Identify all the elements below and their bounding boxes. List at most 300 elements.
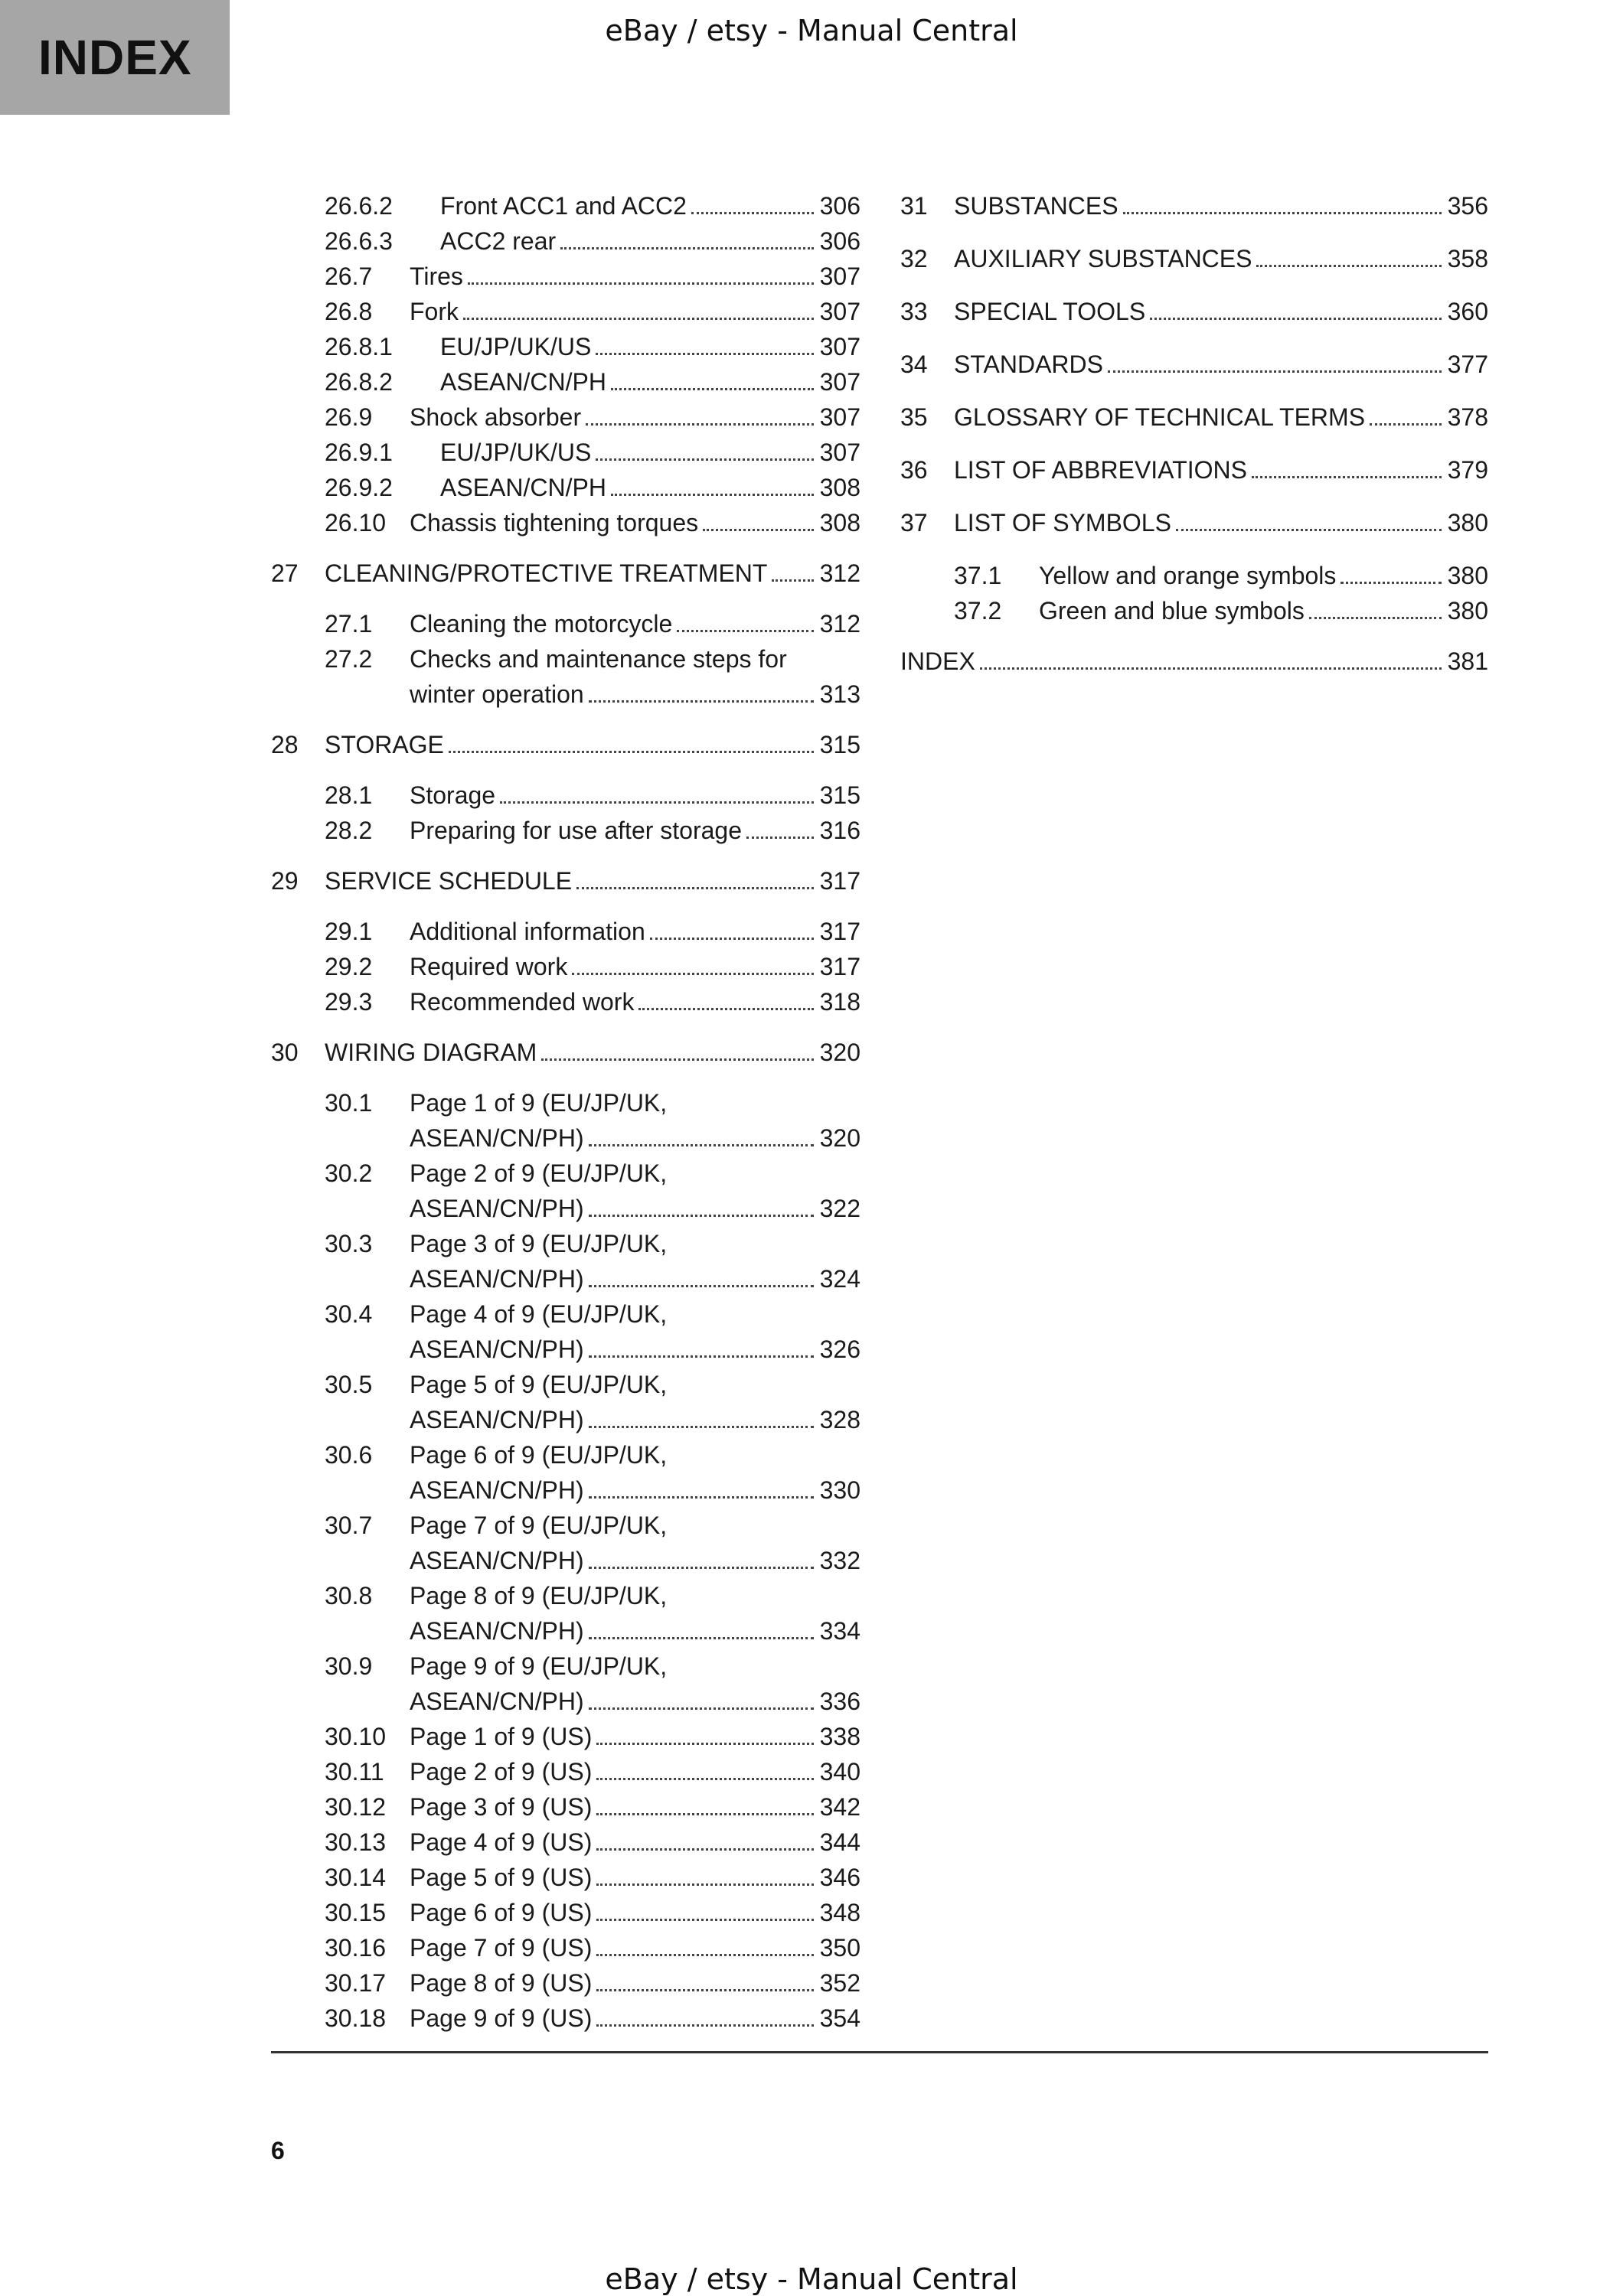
dot-leader: [1176, 529, 1442, 531]
toc-entry-body: [440, 188, 860, 223]
dot-leader: [611, 494, 814, 496]
toc-entry-row: [954, 188, 1488, 223]
toc-entry-number: 37.2: [954, 597, 1002, 625]
toc-entry-title: AUXILIARY SUBSTANCES: [954, 245, 1252, 272]
toc-entry-number: 30.2: [325, 1159, 373, 1187]
dot-leader: [746, 837, 814, 839]
toc-entry-body: [954, 400, 1488, 435]
toc-entry-number: 33: [900, 298, 928, 325]
toc-entry-number: 26.9.2: [325, 474, 393, 501]
toc-entry-page: 358: [1447, 245, 1488, 272]
toc-entry-row: [325, 727, 860, 762]
dot-leader: [589, 1144, 814, 1146]
toc-entry[interactable]: [271, 400, 860, 435]
toc-entry-row: [410, 259, 860, 294]
toc-entry-page: 380: [1447, 509, 1488, 536]
toc-entry-number: 31: [900, 192, 928, 220]
dot-leader: [1252, 476, 1442, 478]
toc-entry-title: Storage: [410, 781, 496, 809]
toc-right-column: [900, 188, 1488, 679]
toc-entry-body: [325, 1035, 860, 1070]
toc-entry-page: 312: [819, 610, 860, 638]
toc-entry-page: 306: [819, 192, 860, 220]
toc-entry-title: LIST OF SYMBOLS: [954, 509, 1171, 536]
toc-entry[interactable]: [900, 505, 1488, 540]
toc-entry-number: 30.9: [325, 1652, 373, 1680]
toc-entry-title: SUBSTANCES: [954, 192, 1118, 220]
toc-entry-number: 28.1: [325, 781, 373, 809]
toc-entry-title: Page 1 of 9 (US): [410, 1723, 593, 1750]
toc-entry-title: Page 4 of 9 (US): [410, 1828, 593, 1856]
footer-watermark: eBay / etsy - Manual Central: [605, 2262, 1018, 2296]
toc-entry-row: [410, 294, 860, 329]
toc-entry[interactable]: [271, 1226, 860, 1296]
toc-entry[interactable]: [271, 1719, 860, 1754]
toc-entry-body: [410, 259, 860, 294]
toc-entry-page: 342: [819, 1793, 860, 1821]
toc-entry-number: 30.8: [325, 1582, 373, 1609]
dot-leader: [572, 973, 813, 975]
toc-entry-page: 308: [819, 474, 860, 501]
toc-entry-body: [325, 556, 860, 591]
toc-entry-title: Page 8 of 9 (US): [410, 1969, 593, 1997]
toc-entry-body: [410, 778, 860, 813]
toc-entry[interactable]: [900, 593, 1488, 628]
toc-entry-row: [410, 1895, 860, 1930]
toc-entry-body: [410, 1367, 860, 1437]
toc-entry-row: [954, 452, 1488, 488]
dot-leader: [1341, 582, 1441, 584]
toc-entry-title: Recommended work: [410, 988, 635, 1016]
toc-entry-number: 29.3: [325, 988, 373, 1016]
dot-leader: [596, 1848, 813, 1851]
toc-entry-title: Chassis tightening torques: [410, 509, 699, 536]
toc-entry-body: [410, 1578, 860, 1649]
dot-leader: [980, 667, 1442, 670]
toc-entry-body: [410, 1965, 860, 2001]
toc-entry-title: ASEAN/CN/PH): [410, 1617, 584, 1645]
toc-entry-number: 30.11: [325, 1758, 384, 1786]
toc-entry-page: 380: [1447, 597, 1488, 625]
toc-entry-title: Shock absorber: [410, 403, 582, 431]
toc-entry[interactable]: [900, 400, 1488, 435]
toc-entry[interactable]: [271, 1296, 860, 1367]
toc-entry[interactable]: [271, 188, 860, 223]
dot-leader: [596, 1813, 813, 1815]
toc-entry-row: [410, 949, 860, 984]
toc-entry-title-line1: Page 7 of 9 (EU/JP/UK,: [410, 1512, 668, 1539]
dot-leader: [596, 1919, 813, 1921]
toc-entry-title: ASEAN/CN/PH): [410, 1195, 584, 1222]
toc-entry-number: 30: [271, 1039, 299, 1066]
toc-entry-row: [410, 1402, 860, 1437]
toc-entry-number: 30.18: [325, 2004, 387, 2032]
toc-entry-number: 26.6.2: [325, 192, 393, 220]
toc-entry-title: ASEAN/CN/PH: [440, 368, 606, 396]
toc-entry-row: [410, 505, 860, 540]
toc-entry-number: 27: [271, 559, 299, 587]
toc-entry-row: [440, 364, 860, 400]
toc-entry-number: 28.2: [325, 817, 373, 844]
dot-leader: [596, 1743, 813, 1745]
toc-entry[interactable]: [271, 863, 860, 899]
toc-entry[interactable]: [900, 294, 1488, 329]
toc-entry[interactable]: [271, 949, 860, 984]
toc-entry-number: 26.6.3: [325, 227, 393, 255]
dot-leader: [589, 1496, 814, 1499]
toc-entry[interactable]: [271, 2001, 860, 2036]
toc-entry-row: [410, 813, 860, 848]
dot-leader: [691, 212, 814, 214]
toc-entry-number: 26.7: [325, 263, 373, 290]
toc-entry-number: 30.1: [325, 1089, 373, 1117]
toc-entry-row: [900, 644, 1488, 679]
toc-entry-body: [954, 241, 1488, 276]
toc-entry-row: [410, 1543, 860, 1578]
toc-entry-page: 312: [819, 559, 860, 587]
toc-entry-title: Page 6 of 9 (US): [410, 1899, 593, 1926]
toc-entry[interactable]: [900, 347, 1488, 382]
toc-entry-page: 336: [819, 1688, 860, 1715]
toc-entry[interactable]: [271, 1578, 860, 1649]
dot-leader: [596, 1883, 813, 1886]
toc-entry-body: [954, 347, 1488, 382]
toc-entry[interactable]: [271, 1895, 860, 1930]
toc-entry[interactable]: [271, 1930, 860, 1965]
toc-entry-title-line1: Page 9 of 9 (EU/JP/UK,: [410, 1652, 668, 1680]
toc-entry[interactable]: [900, 241, 1488, 276]
toc-left-column: [271, 188, 860, 2036]
toc-entry-number: 29: [271, 867, 299, 895]
dot-leader: [650, 938, 814, 940]
toc-entry-title: ASEAN/CN/PH): [410, 1476, 584, 1504]
toc-entry-title: STORAGE: [325, 731, 444, 758]
toc-entry-row: [410, 914, 860, 949]
toc-entry-title: ASEAN/CN/PH): [410, 1547, 584, 1574]
toc-entry-title: GLOSSARY OF TECHNICAL TERMS: [954, 403, 1366, 431]
toc-entry-body: [410, 1649, 860, 1719]
toc-entry-number: 30.13: [325, 1828, 387, 1856]
toc-entry-title: Tires: [410, 263, 463, 290]
toc-entry[interactable]: [271, 1860, 860, 1895]
toc-entry-number: 37: [900, 509, 928, 536]
toc-entry-page: 307: [819, 368, 860, 396]
toc-entry-page: 344: [819, 1828, 860, 1856]
toc-entry-page: 377: [1447, 351, 1488, 378]
toc-entry[interactable]: [271, 1825, 860, 1860]
toc-entry[interactable]: [271, 556, 860, 591]
toc-entry[interactable]: [271, 435, 860, 470]
toc-entry-body: [410, 1226, 860, 1296]
toc-entry-body: [410, 984, 860, 1019]
toc-entry-title-line1: Checks and maintenance steps for: [410, 645, 787, 673]
toc-entry-title: Page 9 of 9 (US): [410, 2004, 593, 2032]
toc-entry-page: 307: [819, 298, 860, 325]
toc-entry[interactable]: [271, 1085, 860, 1156]
dot-leader: [1108, 370, 1442, 373]
dot-leader: [596, 1954, 813, 1956]
dot-leader: [1370, 423, 1442, 426]
toc-entry-number: 27.2: [325, 645, 373, 673]
toc-entry-title: Page 7 of 9 (US): [410, 1934, 593, 1962]
toc-entry-title-line1: Page 6 of 9 (EU/JP/UK,: [410, 1441, 668, 1469]
toc-entry-row: [410, 400, 860, 435]
dot-leader: [463, 318, 814, 320]
toc-entry[interactable]: [271, 914, 860, 949]
toc-entry-number: 30.15: [325, 1899, 387, 1926]
toc-entry-body: [410, 1789, 860, 1825]
toc-entry[interactable]: [271, 727, 860, 762]
toc-entry-page: 346: [819, 1864, 860, 1891]
toc-entry-title: ASEAN/CN/PH): [410, 1124, 584, 1152]
toc-entry-number: 29.2: [325, 953, 373, 980]
toc-entry-row: [954, 400, 1488, 435]
toc-entry-page: 306: [819, 227, 860, 255]
toc-entry-row: [1039, 593, 1488, 628]
toc-entry-page: 307: [819, 439, 860, 466]
toc-entry-title: Green and blue symbols: [1039, 597, 1305, 625]
toc-entry-title: ASEAN/CN/PH): [410, 1265, 584, 1293]
toc-entry-body: [1039, 558, 1488, 593]
toc-entry-number: 26.8.2: [325, 368, 393, 396]
toc-entry-title: ASEAN/CN/PH): [410, 1688, 584, 1715]
dot-leader: [589, 1567, 814, 1569]
toc-entry-page: 381: [1447, 647, 1488, 675]
toc-entry-page: 332: [819, 1547, 860, 1574]
toc-entry-number: 37.1: [954, 562, 1002, 589]
dot-leader: [589, 700, 814, 703]
toc-entry-body: [410, 1508, 860, 1578]
toc-entry[interactable]: [271, 259, 860, 294]
toc-entry-row: [410, 1613, 860, 1649]
toc-entry-body: [325, 863, 860, 899]
toc-entry-body: [410, 1296, 860, 1367]
toc-entry-body: [1039, 593, 1488, 628]
dot-leader: [611, 388, 814, 390]
toc-entry-body: [440, 329, 860, 364]
toc-entry[interactable]: [271, 778, 860, 813]
toc-entry-body: [900, 644, 1488, 679]
toc-entry-title: EU/JP/UK/US: [440, 333, 592, 360]
toc-entry-body: [410, 1437, 860, 1508]
toc-entry-number: 30.17: [325, 1969, 387, 1997]
toc-entry-body: [440, 223, 860, 259]
toc-entry-title: ACC2 rear: [440, 227, 557, 255]
toc-entry-row: [410, 1191, 860, 1226]
toc-entry-body: [410, 1754, 860, 1789]
dot-leader: [468, 282, 814, 285]
dot-leader: [596, 458, 813, 461]
toc-entry-row: [410, 1684, 860, 1719]
toc-entry[interactable]: [271, 1965, 860, 2001]
toc-entry[interactable]: [271, 813, 860, 848]
dot-leader: [596, 1778, 813, 1780]
toc-entry-number: 32: [900, 245, 928, 272]
toc-entry-page: 316: [819, 817, 860, 844]
toc-entry-page: 318: [819, 988, 860, 1016]
toc-entry-page: 313: [819, 680, 860, 708]
toc-entry-page: 320: [819, 1039, 860, 1066]
toc-entry-body: [410, 1930, 860, 1965]
toc-entry-page: 334: [819, 1617, 860, 1645]
toc-entry-row: [410, 1261, 860, 1296]
toc-entry-page: 317: [819, 867, 860, 895]
toc-entry-title: Fork: [410, 298, 459, 325]
toc-entry[interactable]: [271, 1754, 860, 1789]
toc-entry-row: [410, 677, 860, 712]
dot-leader: [596, 353, 813, 355]
toc-entry-body: [440, 435, 860, 470]
toc-entry-body: [410, 1895, 860, 1930]
toc-entry-page: 354: [819, 2004, 860, 2032]
toc-entry-title: Yellow and orange symbols: [1039, 562, 1337, 589]
toc-entry-body: [410, 1825, 860, 1860]
toc-entry[interactable]: [271, 984, 860, 1019]
toc-entry-page: 348: [819, 1899, 860, 1926]
toc-entry-body: [410, 1860, 860, 1895]
toc-entry-row: [325, 556, 860, 591]
toc-entry-page: 308: [819, 509, 860, 536]
toc-entry-row: [410, 1825, 860, 1860]
toc-entry-page: 328: [819, 1406, 860, 1433]
toc-entry-number: 35: [900, 403, 928, 431]
dot-leader: [703, 529, 814, 531]
toc-entry-title: Page 2 of 9 (US): [410, 1758, 593, 1786]
toc-entry-number: 30.12: [325, 1793, 387, 1821]
toc-entry-page: 307: [819, 403, 860, 431]
toc-entry-row: [410, 1754, 860, 1789]
toc-entry-page: 338: [819, 1723, 860, 1750]
dot-leader: [500, 801, 814, 804]
dot-leader: [586, 423, 813, 426]
toc-entry-page: 352: [819, 1969, 860, 1997]
dot-leader: [677, 630, 813, 632]
toc-entry[interactable]: [900, 644, 1488, 679]
toc-entry-page: 330: [819, 1476, 860, 1504]
toc-entry-title: Required work: [410, 953, 568, 980]
toc-entry[interactable]: [271, 470, 860, 505]
header-watermark: eBay / etsy - Manual Central: [605, 14, 1018, 47]
toc-entry-number: 30.16: [325, 1934, 387, 1962]
toc-entry-number: 26.9: [325, 403, 373, 431]
toc-entry-title: EU/JP/UK/US: [440, 439, 592, 466]
toc-entry-row: [410, 2001, 860, 2036]
toc-entry-title: ASEAN/CN/PH: [440, 474, 606, 501]
toc-entry-row: [954, 505, 1488, 540]
toc-entry-title: Front ACC1 and ACC2: [440, 192, 687, 220]
toc-entry-row: [440, 435, 860, 470]
toc-entry-page: 378: [1447, 403, 1488, 431]
toc-entry-page: 350: [819, 1934, 860, 1962]
toc-entry[interactable]: [900, 188, 1488, 223]
toc-entry-row: [410, 606, 860, 641]
toc-entry[interactable]: [271, 1367, 860, 1437]
toc-entry[interactable]: [271, 1508, 860, 1578]
toc-entry-body: [954, 188, 1488, 223]
dot-leader: [589, 1426, 814, 1428]
toc-entry-body: [325, 727, 860, 762]
toc-entry-number: 34: [900, 351, 928, 378]
toc-entry-title-line1: Page 3 of 9 (EU/JP/UK,: [410, 1230, 668, 1257]
toc-entry[interactable]: [271, 641, 860, 712]
toc-entry-body: [410, 505, 860, 540]
toc-entry-row: [410, 1719, 860, 1754]
toc-entry-body: [440, 470, 860, 505]
toc-entry[interactable]: [271, 364, 860, 400]
toc-entry-body: [410, 949, 860, 984]
toc-entry[interactable]: [271, 329, 860, 364]
toc-entry-body: [410, 400, 860, 435]
toc-entry-title-line1: Page 2 of 9 (EU/JP/UK,: [410, 1159, 668, 1187]
toc-entry-row: [410, 1473, 860, 1508]
toc-entry-row: [954, 241, 1488, 276]
toc-entry-row: [410, 1789, 860, 1825]
toc-entry-row: [954, 347, 1488, 382]
toc-entry[interactable]: [900, 558, 1488, 593]
toc-entry[interactable]: [271, 1156, 860, 1226]
toc-entry-title: LIST OF ABBREVIATIONS: [954, 456, 1247, 484]
toc-entry-page: 315: [819, 731, 860, 758]
dot-leader: [589, 1285, 814, 1287]
dot-leader: [576, 887, 814, 889]
toc-entry-title: INDEX: [900, 647, 975, 675]
dot-leader: [449, 751, 814, 753]
toc-entry-title-line1: Page 8 of 9 (EU/JP/UK,: [410, 1582, 668, 1609]
toc-entry-body: [410, 1156, 860, 1226]
toc-entry-page: 340: [819, 1758, 860, 1786]
toc-entry[interactable]: [271, 223, 860, 259]
toc-entry[interactable]: [271, 505, 860, 540]
toc-entry-page: 379: [1447, 456, 1488, 484]
page-number: 6: [271, 2137, 285, 2164]
toc-entry-title-line1: Page 4 of 9 (EU/JP/UK,: [410, 1300, 668, 1328]
toc-entry-title: Additional information: [410, 918, 645, 945]
toc-entry-row: [410, 1965, 860, 2001]
toc-entry-title-line1: Page 5 of 9 (EU/JP/UK,: [410, 1371, 668, 1398]
toc-entry-body: [954, 452, 1488, 488]
toc-entry[interactable]: [271, 1437, 860, 1508]
toc-entry-number: 30.3: [325, 1230, 373, 1257]
toc-entry[interactable]: [271, 1789, 860, 1825]
toc-entry-title: SPECIAL TOOLS: [954, 298, 1146, 325]
toc-entry[interactable]: [900, 452, 1488, 488]
toc-entry-row: [1039, 558, 1488, 593]
dot-leader: [772, 579, 813, 582]
toc-entry-number: 30.5: [325, 1371, 373, 1398]
dot-leader: [1256, 265, 1441, 267]
toc-entry-number: 28: [271, 731, 299, 758]
toc-entry-title: CLEANING/PROTECTIVE TREATMENT: [325, 559, 768, 587]
toc-entry-page: 356: [1447, 192, 1488, 220]
toc-entry-row: [410, 984, 860, 1019]
dot-leader: [596, 1989, 813, 1991]
toc-entry-row: [954, 294, 1488, 329]
toc-entry[interactable]: [271, 1649, 860, 1719]
footer-rule: [271, 2051, 1488, 2053]
toc-entry-page: 307: [819, 333, 860, 360]
toc-entry-body: [410, 294, 860, 329]
dot-leader: [560, 247, 813, 249]
dot-leader: [638, 1008, 813, 1010]
toc-entry-page: 380: [1447, 562, 1488, 589]
dot-leader: [596, 2024, 813, 2027]
dot-leader: [589, 1707, 814, 1710]
toc-entry[interactable]: [271, 294, 860, 329]
toc-entry-number: 26.8.1: [325, 333, 393, 360]
toc-entry-title: STANDARDS: [954, 351, 1103, 378]
toc-entry[interactable]: [271, 606, 860, 641]
toc-entry[interactable]: [271, 1035, 860, 1070]
